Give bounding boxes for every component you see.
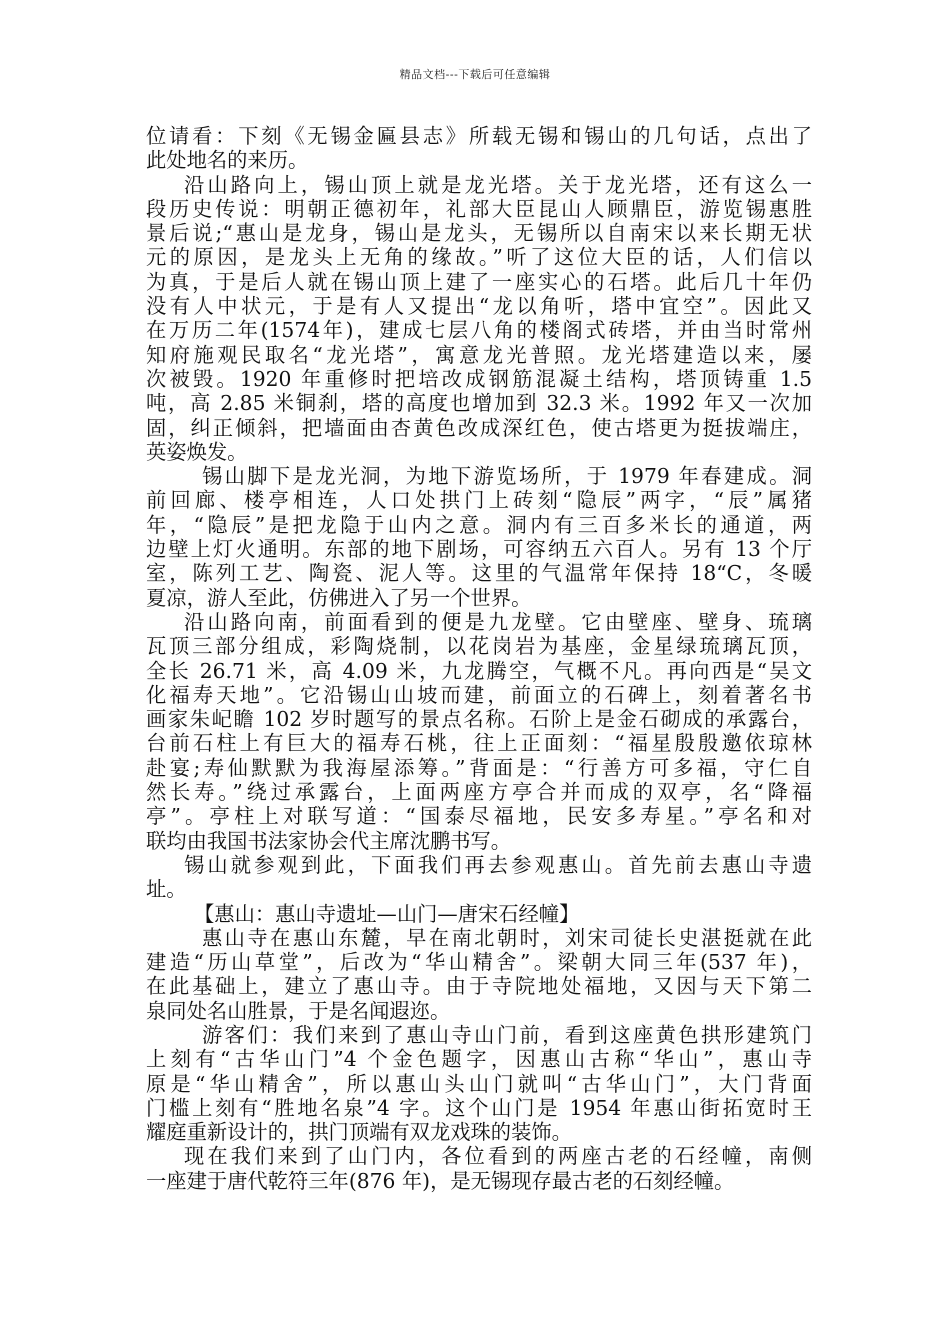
text-line: 原是“华山精舍”，所以惠山头山门就叫“古华山门”，大门背面 (146, 1071, 812, 1096)
text-line: 赴宴;寿仙默默为我海屋添筹。”背面是：“行善方可多福，守仁自 (146, 755, 812, 780)
text-line: 门槛上刻有“胜地名泉”4 字。这个山门是 1954 年惠山街拓宽时王 (146, 1095, 812, 1120)
text-line: 景后说;“惠山是龙身，锡山是龙头，无锡所以自南宋以来长期无状 (146, 221, 812, 246)
document-body (146, 124, 812, 1193)
text-line: 知府施观民取名“龙光塔”，寓意龙光普照。龙光塔建造以来，屡 (146, 342, 812, 367)
text-line: 台前石柱上有巨大的福寿石桃，往上正面刻：“福星殷殷邀依琼林 (146, 731, 812, 756)
text-line: 段历史传说：明朝正德初年，礼部大臣昆山人顾鼎臣，游览锡惠胜 (146, 196, 812, 221)
text-line: 惠山寺在惠山东麓，早在南北朝时，刘宋司徒长史湛挺就在此 (202, 925, 812, 950)
text-line: 化福寿天地”。它沿锡山山坡而建，前面立的石碑上，刻着著名书 (146, 682, 812, 707)
text-line: 现在我们来到了山门内，各位看到的两座古老的石经幢，南侧 (184, 1144, 812, 1169)
text-line: 全长 26.71 米，高 4.09 米，九龙腾空，气概不凡。再向西是“吴文 (146, 658, 812, 683)
text-line: 没有人中状元，于是有人又提出“龙以角听，塔中宜空”。因此又 (146, 294, 812, 319)
text-line: 址。 (146, 877, 187, 902)
text-line: 上刻有“古华山门”4 个金色题字，因惠山古称“华山”，惠山寺 (146, 1047, 812, 1072)
text-line: 位请看：下刻《无锡金匾县志》所载无锡和锡山的几句话，点出了 (146, 124, 812, 148)
text-line: 此处地名的来历。 (146, 148, 309, 173)
text-line: 沿山路向上，锡山顶上就是龙光塔。关于龙光塔，还有这么一 (184, 172, 812, 197)
text-line: 在万历二年(1574年)，建成七层八角的楼阁式砖塔，并由当时常州 (146, 318, 812, 343)
text-line: 耀庭重新设计的，拱门顶端有双龙戏珠的装饰。 (146, 1120, 572, 1145)
section-heading: 【惠山：惠山寺遗址—山门—唐宋石经幢】 (194, 901, 580, 926)
text-line: 室，陈列工艺、陶瓷、泥人等。这里的气温常年保持 18“C，冬暖 (146, 561, 812, 586)
text-line: 沿山路向南，前面看到的便是九龙壁。它由壁座、壁身、琉璃 (184, 609, 812, 634)
text-line: 游客们：我们来到了惠山寺山门前，看到这座黄色拱形建筑门 (202, 1022, 812, 1047)
text-line: 画家朱屺瞻 102 岁时题写的景点名称。石阶上是金石砌成的承露台， (146, 707, 812, 732)
text-line: 为真，于是后人就在锡山顶上建了一座实心的石塔。此后几十年仍 (146, 269, 812, 294)
text-line: 一座建于唐代乾符三年(876 年)，是无锡现存最古老的石刻经幢。 (146, 1168, 735, 1193)
text-line: 英姿焕发。 (146, 439, 248, 464)
text-line: 锡山就参观到此，下面我们再去参观惠山。首先前去惠山寺遗 (184, 852, 812, 877)
text-line: 元的原因，是龙头上无角的缘故。”听了这位大臣的话，人们信以 (146, 245, 812, 270)
text-line: 边壁上灯火通明。东部的地下剧场，可容纳五六百人。另有 13 个厅 (146, 537, 812, 562)
text-line: 联均由我国书法家协会代主席沈鹏书写。 (146, 828, 512, 853)
text-line: 锡山脚下是龙光洞，为地下游览场所，于 1979 年春建成。洞 (202, 464, 812, 489)
text-line: 亭”。亭柱上对联写道：“国泰尽福地，民安多寿星。”亭名和对 (146, 804, 812, 829)
text-line: 次被毁。1920 年重修时把培改成钢筋混凝土结构，塔顶铸重 1.5 (146, 366, 812, 391)
text-line: 吨，高 2.85 米铜刹，塔的高度也增加到 32.3 米。1992 年又一次加 (146, 391, 812, 416)
text-line: 然长寿。”绕过承露台，上面两座方亭合并而成的双亭，名“降福 (146, 780, 812, 805)
text-line: 瓦顶三部分组成，彩陶烧制，以花岗岩为基座，金星绿琉璃瓦顶， (146, 634, 812, 659)
text-line: 年，“隐辰”是把龙隐于山内之意。洞内有三百多米长的通道，两 (146, 512, 812, 537)
text-line: 泉同处名山胜景，于是名闻遐迩。 (146, 998, 451, 1023)
page-header-watermark: 精品文档---下载后可任意编辑 (399, 68, 551, 81)
text-line: 建造“历山草堂”，后改为“华山精舍”。梁朝大同三年(537 年)， (146, 950, 812, 975)
text-line: 固，纠正倾斜，把墙面由杏黄色改成深红色，使古塔更为挺拔端庄， (146, 415, 812, 440)
text-line: 在此基础上，建立了惠山寺。由于寺院地处福地，又因与天下第二 (146, 974, 812, 999)
text-line: 前回廊、楼亭相连，人口处拱门上砖刻“隐辰”两字，“辰”属猪 (146, 488, 812, 513)
text-line: 夏凉，游人至此，仿佛进入了另一个世界。 (146, 585, 532, 610)
